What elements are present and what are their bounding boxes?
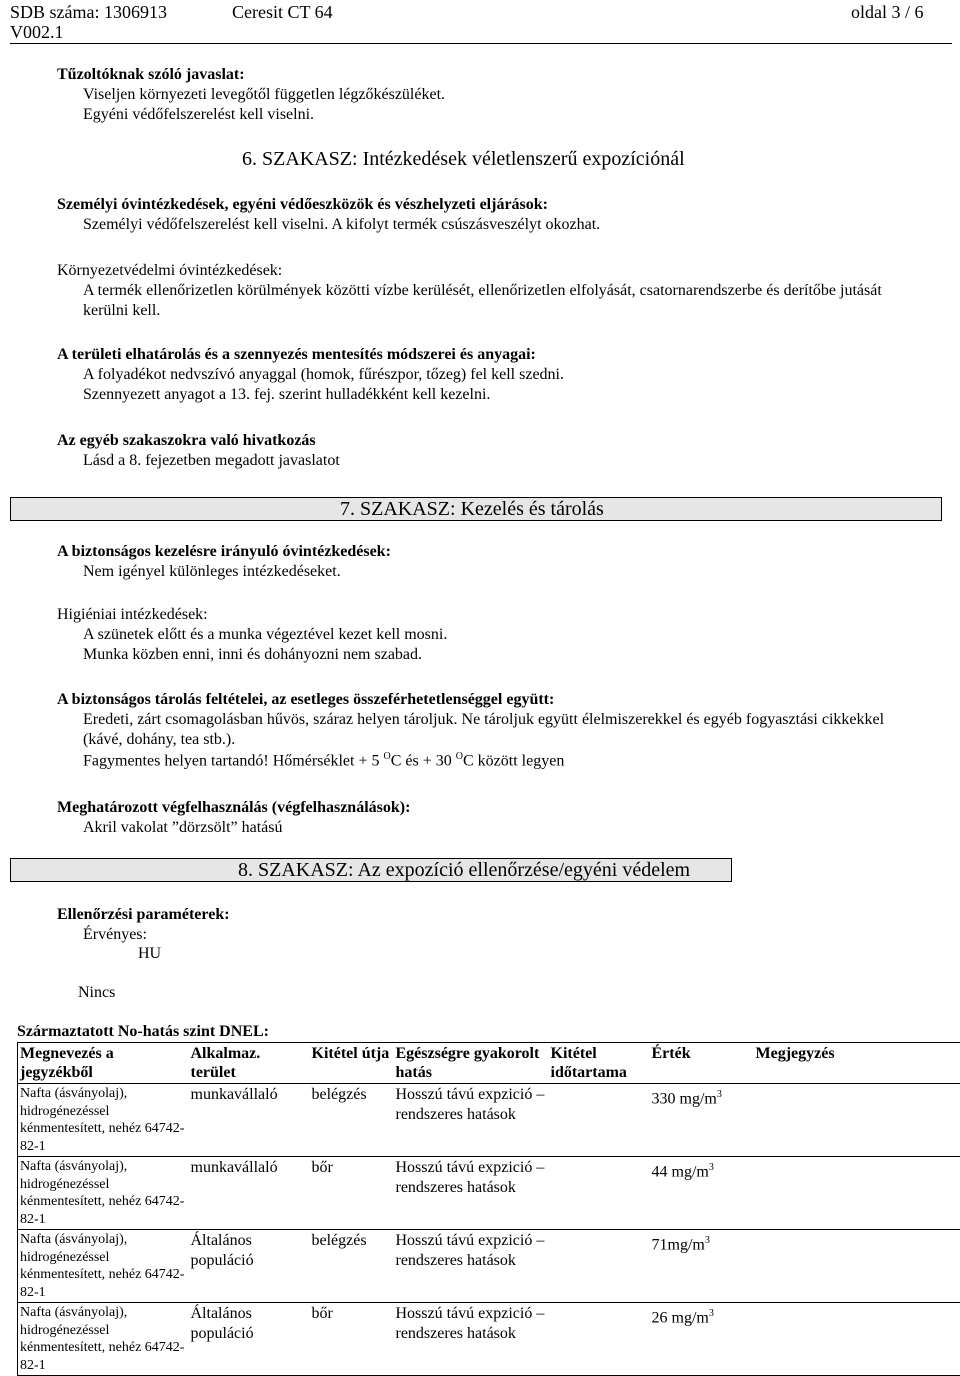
reference-line: Lásd a 8. fejezetben megadott javaslatot (83, 452, 340, 470)
exposure-duration (549, 1303, 650, 1376)
exposure-duration (549, 1230, 650, 1303)
page-number: oldal 3 / 6 (851, 2, 924, 23)
dnel-title: Származtatott No-hatás szint DNEL: (17, 1023, 269, 1041)
personal-precautions-line: Személyi védőfelszerelést kell viselni. A kifolyt termék csúszásveszélyt okozhat. (83, 216, 600, 234)
application-area: munkavállaló (189, 1084, 310, 1157)
storage-temperature: Fagymentes helyen tartandó! Hőmérséklet + 5 $^O$C és + 30 $^O$C között legyen (83, 751, 564, 770)
exposure-duration (549, 1157, 650, 1230)
substance-name: Nafta (ásványolaj), hidrogénezéssel kénmentesített, nehéz 64742-82-1 (18, 1230, 189, 1303)
header-divider (10, 43, 952, 44)
dnel-value: 330 $mg/m^3$ (650, 1084, 754, 1157)
table-row (18, 1303, 960, 1376)
column-header: Érték (650, 1043, 754, 1084)
remark (754, 1157, 960, 1230)
health-effect: Hosszú távú expzició – rendszeres hatások (394, 1230, 549, 1303)
storage-line: Eredeti, zárt csomagolásban hűvös, száraz helyen tároljuk. Ne tároljuk együtt élelmiszerekkel és egyéb fogyasztási cikkekkel (83, 711, 884, 729)
none-label: Nincs (78, 984, 115, 1002)
storage-line: (kávé, dohány, tea stb.). (83, 731, 235, 749)
exposure-route: bőr (310, 1303, 394, 1376)
column-header: Egészségre gyakorolt hatás (394, 1043, 549, 1084)
control-parameters-title: Ellenőrzési paraméterek: (57, 906, 230, 924)
end-use-title: Meghatározott végfelhasználás (végfelhasználások): (57, 799, 410, 817)
section-7-title: 7. SZAKASZ: Kezelés és tárolás (340, 498, 604, 521)
application-area: Általános populáció (189, 1303, 310, 1376)
substance-name: Nafta (ásványolaj), hidrogénezéssel kénmentesített, nehéz 64742-82-1 (18, 1157, 189, 1230)
environment-line: A termék ellenőrizetlen körülmények közötti vízbe kerülését, ellenőrizetlen elfolyását, csatornarendszerbe és derítőbe jutását (83, 282, 882, 300)
table-row (18, 1157, 960, 1230)
dnel-table (17, 1042, 960, 1376)
health-effect: Hosszú távú expzició – rendszeres hatások (394, 1303, 549, 1376)
application-area: Általános populáció (189, 1230, 310, 1303)
column-header: Alkalmaz. terület (189, 1043, 310, 1084)
application-area: munkavállaló (189, 1157, 310, 1230)
exposure-route: belégzés (310, 1230, 394, 1303)
column-header: Megjegyzés (754, 1043, 960, 1084)
section-6-title: 6. SZAKASZ: Intézkedések véletlenszerű expozíciónál (242, 148, 685, 171)
containment-title: A területi elhatárolás és a szennyezés mentesítés módszerei és anyagai: (57, 346, 536, 364)
exposure-route: belégzés (310, 1084, 394, 1157)
safe-handling-line: Nem igényel különleges intézkedéseket. (83, 563, 341, 581)
containment-line: A folyadékot nedvszívó anyaggal (homok, fűrészpor, tőzeg) fel kell szedni. (83, 366, 564, 384)
product-name: Ceresit CT 64 (232, 2, 333, 23)
valid-label: Érvényes: (83, 926, 147, 944)
hygiene-title: Higiéniai intézkedések: (57, 606, 208, 624)
personal-precautions-title: Személyi óvintézkedések, egyéni védőeszközök és vészhelyzeti eljárások: (57, 196, 548, 214)
dnel-value: $71mg/m^3$ (650, 1230, 754, 1303)
containment-line: Szennyezett anyagot a 13. fej. szerint hulladékként kell kezelni. (83, 386, 490, 404)
firefighters-title: Tűzoltóknak szóló javaslat: (57, 66, 245, 84)
exposure-route: bőr (310, 1157, 394, 1230)
remark (754, 1230, 960, 1303)
storage-title: A biztonságos tárolás feltételei, az esetleges összeférhetetlenséggel együtt: (57, 691, 554, 709)
health-effect: Hosszú távú expzició – rendszeres hatások (394, 1157, 549, 1230)
end-use-line: Akril vakolat ”dörzsölt” hatású (83, 819, 283, 837)
reference-title: Az egyéb szakaszokra való hivatkozás (57, 432, 316, 450)
firefighters-line: Egyéni védőfelszerelést kell viselni. (83, 106, 314, 124)
dnel-value: 26 $mg/m^3$ (650, 1303, 754, 1376)
substance-name: Nafta (ásványolaj), hidrogénezéssel kénmentesített, nehéz 64742-82-1 (18, 1303, 189, 1376)
dnel-value: 44 $mg/m^3$ (650, 1157, 754, 1230)
sdb-number: SDB száma: 1306913 (10, 2, 167, 23)
hygiene-line: Munka közben enni, inni és dohányozni nem szabad. (83, 646, 422, 664)
section-8-title: 8. SZAKASZ: Az expozíció ellenőrzése/egyéni védelem (238, 859, 690, 882)
substance-name: Nafta (ásványolaj), hidrogénezéssel kénmentesített, nehéz 64742-82-1 (18, 1084, 189, 1157)
country-code: HU (138, 945, 161, 963)
version: V002.1 (10, 22, 64, 43)
hygiene-line: A szünetek előtt és a munka végeztével kezet kell mosni. (83, 626, 447, 644)
health-effect: Hosszú távú expzició – rendszeres hatások (394, 1084, 549, 1157)
column-header: Kitétel útja (310, 1043, 394, 1084)
exposure-duration (549, 1084, 650, 1157)
remark (754, 1084, 960, 1157)
remark (754, 1303, 960, 1376)
environment-title: Környezetvédelmi óvintézkedések: (57, 262, 282, 280)
column-header: Megnevezés a jegyzékből (18, 1043, 189, 1084)
table-row (18, 1084, 960, 1157)
firefighters-line: Viseljen környezeti levegőtől független légzőkészüléket. (83, 86, 445, 104)
column-header: Kitétel időtartama (549, 1043, 650, 1084)
safe-handling-title: A biztonságos kezelésre irányuló óvintézkedések: (57, 543, 391, 561)
environment-line: kerülni kell. (83, 302, 160, 320)
table-row (18, 1230, 960, 1303)
dnel-header-row (18, 1043, 960, 1084)
